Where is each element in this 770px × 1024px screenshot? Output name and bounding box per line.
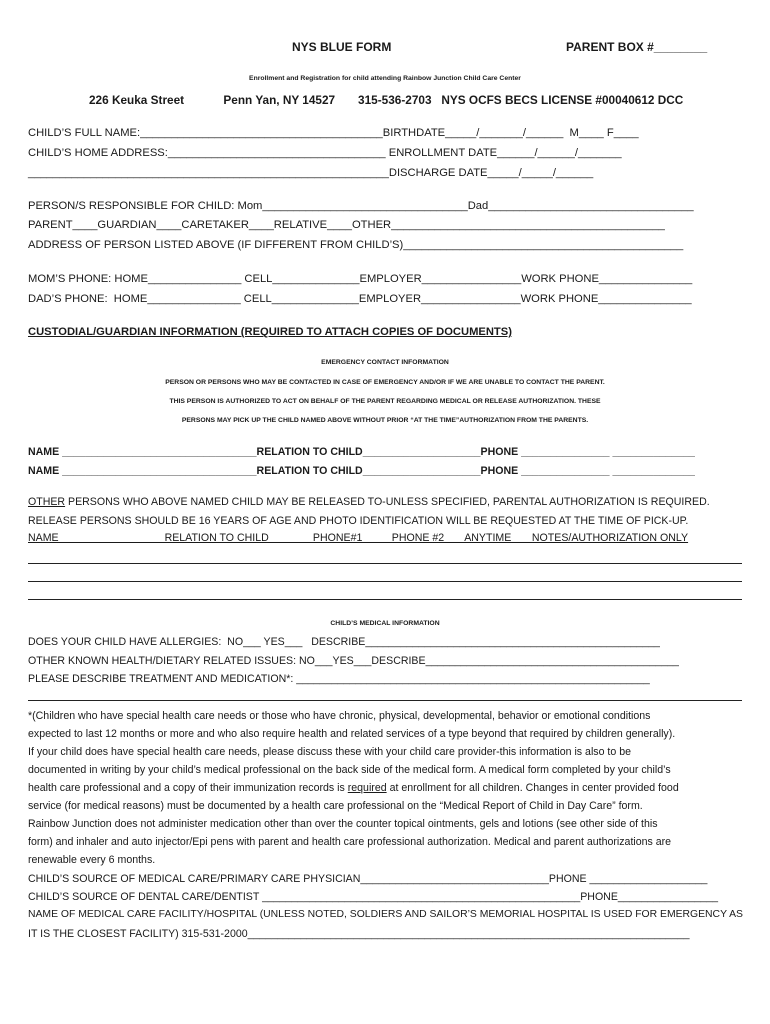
special-needs-note-line-3: If your child does have special health care needs, please discuss these with your child care provider-this information is also to be bbox=[28, 746, 631, 758]
dad-phone-field[interactable]: DAD’S PHONE: HOME_______________ CELL______________EMPLOYER________________WORK PHONE_______________ bbox=[28, 293, 692, 305]
special-needs-note-line-2: expected to last 12 months or more and who also require health and related services of a type beyond that required by children generally). bbox=[28, 728, 676, 740]
medical-care-source-field[interactable]: CHILD’S SOURCE OF MEDICAL CARE/PRIMARY CARE PHYSICIAN________________________________PHONE ____________________ bbox=[28, 873, 708, 885]
facility-field[interactable]: IT IS THE CLOSEST FACILITY) 315-531-2000___________________________________________________________________________ bbox=[28, 928, 690, 940]
child-home-address-field[interactable]: CHILD’S HOME ADDRESS:___________________________________ ENROLLMENT DATE______/______/_______ bbox=[28, 147, 622, 159]
special-needs-note-line-6: service (for medical reasons) must be documented by a health care professional on the “Medical Report of Child in Day Care” form. bbox=[28, 800, 643, 812]
special-needs-note-line-8: form) and inhaler and auto injector/Epi pens with parent and health care professional authorization. Medical and parent authorizations are bbox=[28, 836, 672, 848]
special-needs-note-line-7: Rainbow Junction does not administer medication other than over the counter topical ointments, gels and lotions (see other side of this bbox=[28, 818, 658, 830]
release-person-line-3[interactable] bbox=[28, 599, 742, 600]
allergies-field[interactable]: DOES YOUR CHILD HAVE ALLERGIES: NO___ YES___ DESCRIBE__________________________________________________ bbox=[28, 636, 660, 648]
note-text: at enrollment for all children. Changes in center provided food bbox=[386, 782, 679, 794]
parent-box-field[interactable]: PARENT BOX #________ bbox=[566, 40, 708, 54]
responsible-address-field[interactable]: ADDRESS OF PERSON LISTED ABOVE (IF DIFFERENT FROM CHILD’S)_____________________________________________ bbox=[28, 239, 684, 251]
relationship-type-field[interactable]: PARENT____GUARDIAN____CARETAKER____RELATIVE____OTHER____________________________________________ bbox=[28, 219, 665, 231]
required-word: required bbox=[347, 782, 387, 794]
form-title: NYS BLUE FORM bbox=[292, 40, 392, 54]
address-continuation-field[interactable]: __________________________________________________________DISCHARGE DATE_____/_____/______ bbox=[28, 167, 594, 179]
special-needs-note-line-5 bbox=[28, 781, 679, 795]
other-word: OTHER bbox=[28, 496, 66, 508]
release-person-line-2[interactable] bbox=[28, 581, 742, 582]
facility-line-1: NAME OF MEDICAL CARE FACILITY/HOSPITAL (UNLESS NOTED, SOLDIERS AND SAILOR’S MEMORIAL HOSPITAL IS USED FOR EMERGENCY AS bbox=[28, 909, 743, 920]
special-needs-note-line-9: renewable every 6 months. bbox=[28, 854, 156, 866]
emergency-contact-row-2[interactable]: NAME _________________________________RELATION TO CHILD____________________PHONE _______________ ______________ bbox=[28, 465, 695, 477]
release-person-line-1[interactable] bbox=[28, 563, 742, 564]
center-address-line: 226 Keuka Street Penn Yan, NY 14527 315-536-2703 NYS OCFS BECS LICENSE #00040612 DCC bbox=[89, 93, 684, 107]
responsible-persons-field[interactable]: PERSON/S RESPONSIBLE FOR CHILD: Mom_________________________________Dad_________________________________ bbox=[28, 200, 694, 212]
special-needs-note-line-4: documented in writing by your child’s medical professional on the back side of the medical form. A medical form completed by your child’s bbox=[28, 764, 671, 776]
emergency-paragraph-line-1: PERSON OR PERSONS WHO MAY BE CONTACTED IN CASE OF EMERGENCY AND/OR IF WE ARE UNABLE TO CONTACT THE PARENT. bbox=[165, 379, 605, 386]
medical-heading: CHILD’S MEDICAL INFORMATION bbox=[330, 620, 440, 627]
enrollment-subtitle: Enrollment and Registration for child attending Rainbow Junction Child Care Center bbox=[249, 75, 521, 82]
treatment-field[interactable]: PLEASE DESCRIBE TREATMENT AND MEDICATION*: ____________________________________________________________ bbox=[28, 673, 650, 685]
release-persons-column-headers: NAME RELATION TO CHILD PHONE#1 PHONE #2 ANYTIME NOTES/AUTHORIZATION ONLY bbox=[28, 532, 689, 544]
mom-phone-field[interactable]: MOM’S PHONE: HOME_______________ CELL______________EMPLOYER________________WORK PHONE_______________ bbox=[28, 273, 693, 285]
other-persons-line-1 bbox=[28, 495, 710, 509]
dental-care-source-field[interactable]: CHILD’S SOURCE OF DENTAL CARE/DENTIST ______________________________________________________PHONE_________________ bbox=[28, 891, 719, 903]
custodial-heading: CUSTODIAL/GUARDIAN INFORMATION (REQUIRED TO ATTACH COPIES OF DOCUMENTS) bbox=[28, 326, 512, 338]
emergency-contact-row-1[interactable]: NAME _________________________________RELATION TO CHILD____________________PHONE _______________ ______________ bbox=[28, 446, 695, 458]
emergency-heading: EMERGENCY CONTACT INFORMATION bbox=[321, 359, 449, 366]
note-text: health care professional and a copy of their immunization records is bbox=[28, 782, 348, 794]
emergency-paragraph-line-2: THIS PERSON IS AUTHORIZED TO ACT ON BEHALF OF THE PARENT REGARDING MEDICAL OR RELEASE AUTHORIZATION. THESE bbox=[169, 398, 601, 405]
other-persons-line-2: RELEASE PERSONS SHOULD BE 16 YEARS OF AGE AND PHOTO IDENTIFICATION WILL BE REQUESTED AT THE TIME OF PICK-UP. bbox=[28, 515, 689, 527]
child-full-name-field[interactable]: CHILD’S FULL NAME:_______________________________________BIRTHDATE_____/_______/______ M____ F____ bbox=[28, 127, 639, 139]
health-issues-field[interactable]: OTHER KNOWN HEALTH/DIETARY RELATED ISSUES: NO___YES___DESCRIBE___________________________________________ bbox=[28, 655, 679, 667]
emergency-paragraph-line-3: PERSONS MAY PICK UP THE CHILD NAMED ABOVE WITHOUT PRIOR “AT THE TIME”AUTHORIZATION FROM THE PARENTS. bbox=[181, 417, 589, 424]
treatment-continuation-line[interactable] bbox=[28, 700, 742, 701]
other-persons-text: PERSONS WHO ABOVE NAMED CHILD MAY BE RELEASED TO-UNLESS SPECIFIED, PARENTAL AUTHORIZATION IS REQUIRED. bbox=[65, 496, 710, 508]
special-needs-note-line-1: *(Children who have special health care needs or those who have chronic, physical, developmental, behavior or emotional conditions bbox=[28, 710, 651, 722]
